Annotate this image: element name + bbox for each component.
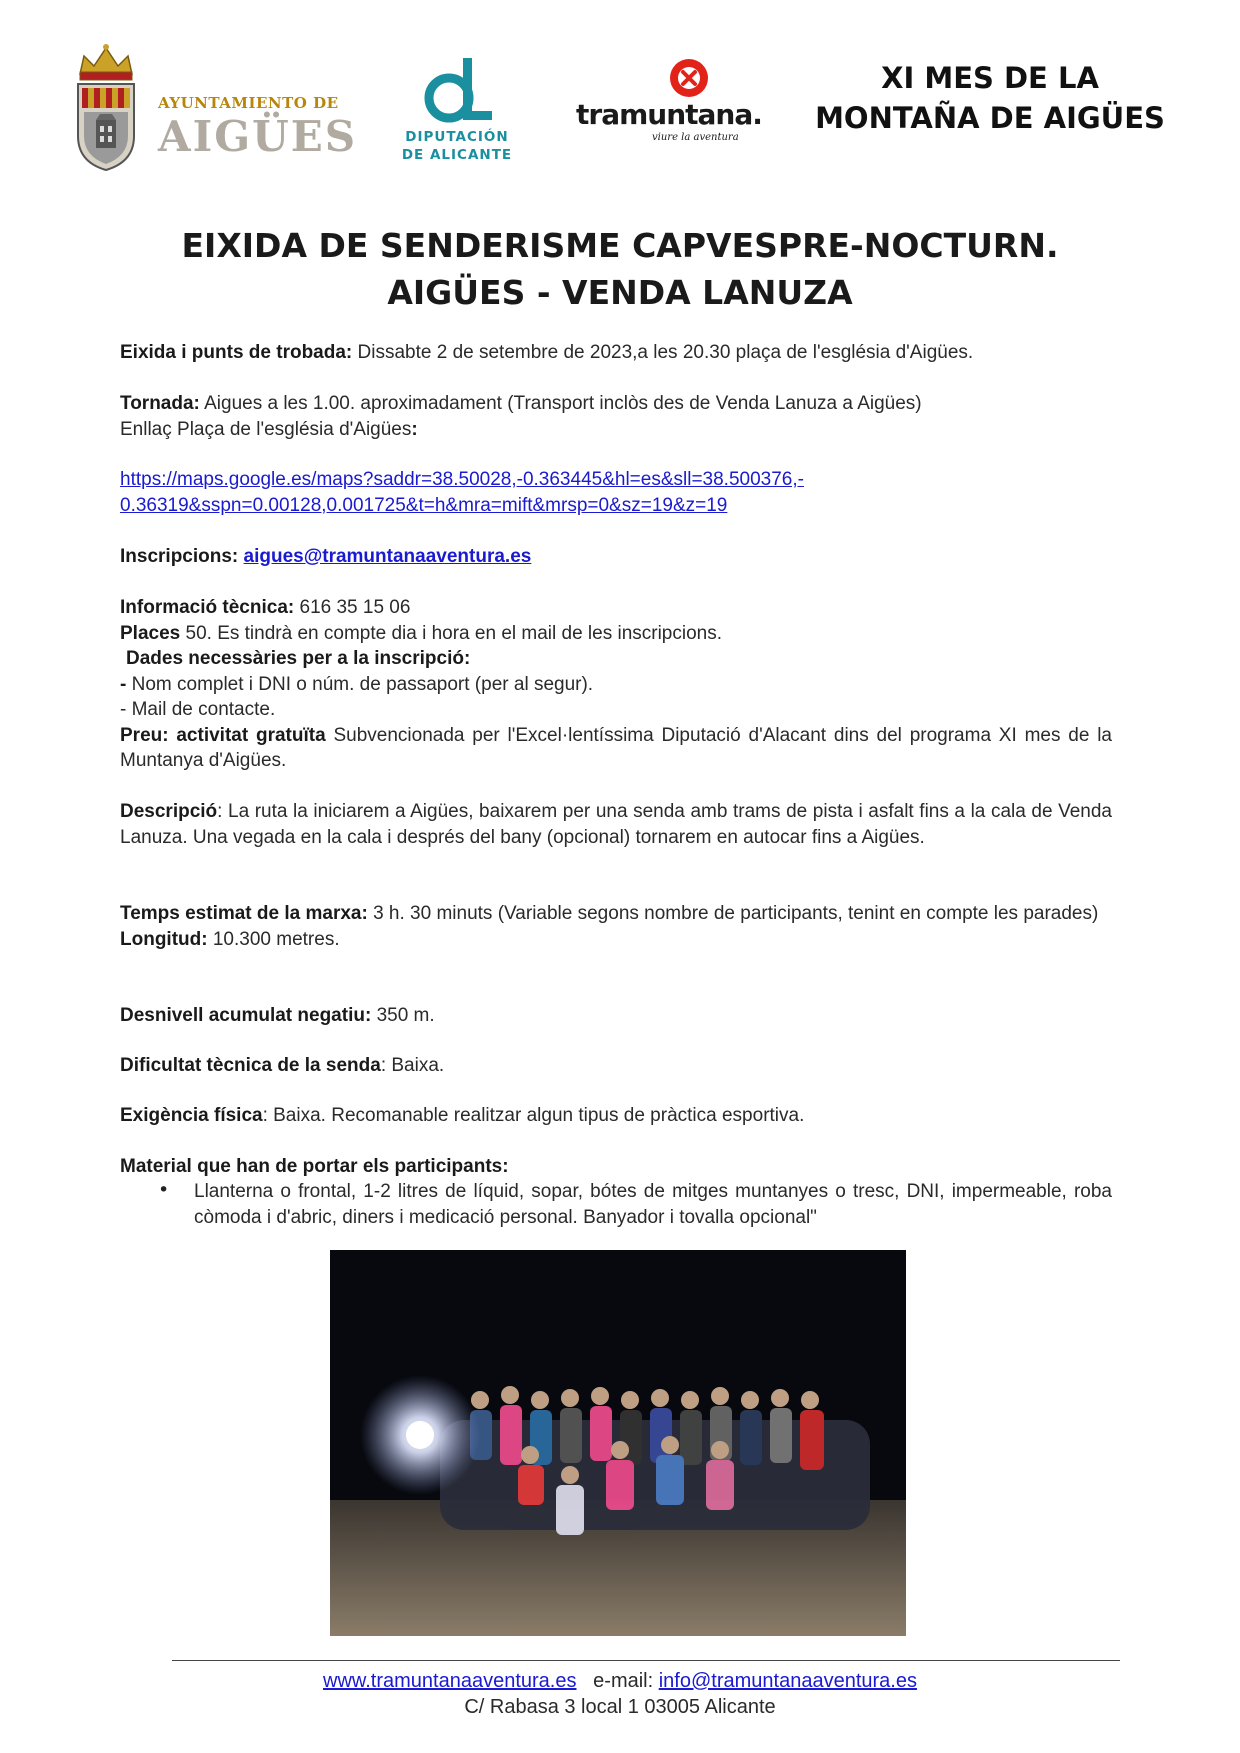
return-paragraph bbox=[120, 391, 1112, 442]
temps-label: Temps estimat de la marxa: bbox=[120, 903, 368, 924]
elevation-paragraph bbox=[120, 1003, 1112, 1029]
temps-value: 3 h. 30 minuts (Variable segons nombre de participants, tenint en compte les parades) bbox=[367, 903, 1099, 924]
info-label: Informació tècnica: bbox=[120, 597, 295, 618]
inscriptions-paragraph bbox=[120, 544, 1112, 570]
header-title bbox=[800, 58, 1180, 138]
meeting-point-paragraph bbox=[120, 340, 1112, 366]
eixida-value: Dissabte 2 de setembre de 2023,a les 20.30 plaça de l'església d'Aigües. bbox=[352, 342, 974, 363]
maps-link-line1: https://maps.google.es/maps?saddr=38.50028,-0.363445&hl=es&sll=38.500376,- bbox=[120, 469, 804, 490]
diputacion-line2: DE ALICANTE bbox=[401, 147, 513, 163]
dades-item1-dash: - bbox=[120, 673, 132, 695]
tramuntana-tagline: viure la aventura bbox=[652, 132, 739, 143]
header-title-line1: XI MES DE LA bbox=[881, 61, 1099, 95]
tramuntana-wordmark: tramuntana. bbox=[576, 98, 762, 131]
footer-email-link[interactable]: info@tramuntanaaventura.es bbox=[658, 1670, 917, 1692]
tramuntana-logo bbox=[574, 56, 762, 146]
coat-of-arms-icon bbox=[72, 40, 140, 172]
longitud-label: Longitud: bbox=[120, 928, 208, 950]
dades-item1: Nom complet i DNI o núm. de passaport (per al segur). bbox=[131, 673, 594, 695]
material-list-item bbox=[120, 1179, 1112, 1259]
places-label: Places bbox=[120, 622, 181, 644]
exigencia-value: : Baixa. Recomanable realitzar algun tipus de pràctica esportiva. bbox=[262, 1105, 805, 1126]
diputacion-mark-icon bbox=[417, 54, 497, 124]
ayuntamiento-aigues-logo bbox=[72, 40, 358, 178]
technical-info-block bbox=[120, 595, 1112, 774]
descripcio-label: Descripció bbox=[120, 801, 218, 822]
exigencia-label: Exigència física bbox=[120, 1105, 263, 1126]
dades-label: Dades necessàries per a la inscripció: bbox=[126, 648, 471, 669]
page-title-line2: AIGÜES - VENDA LANUZA bbox=[387, 273, 853, 312]
footer-website-link[interactable]: www.tramuntanaaventura.es bbox=[323, 1670, 577, 1692]
group-night-photo bbox=[330, 1250, 906, 1636]
tornada-label: Tornada: bbox=[120, 393, 200, 414]
desnivell-label: Desnivell acumulat negatiu: bbox=[120, 1005, 372, 1026]
hikers-group-photo-image bbox=[330, 1250, 906, 1636]
preu-value: Subvencionada per l'Excel·lentíssima Diputació d'Alacant dins del programa XI mes de la Muntanya d'Aigües. bbox=[120, 724, 1112, 771]
info-value: 616 35 15 06 bbox=[294, 597, 411, 618]
physical-demand-paragraph bbox=[120, 1103, 1112, 1129]
description-paragraph bbox=[120, 799, 1112, 850]
maps-link-paragraph bbox=[120, 467, 1112, 518]
eixida-label: Eixida i punts de trobada: bbox=[120, 342, 353, 363]
footer-address: C/ Rabasa 3 local 1 03005 Alicante bbox=[464, 1696, 776, 1718]
dificultat-label: Dificultat tècnica de la senda bbox=[120, 1055, 381, 1076]
dificultat-value: : Baixa. bbox=[380, 1055, 445, 1076]
dades-item2: - Mail de contacte. bbox=[120, 699, 276, 720]
longitud-value: 10.300 metres. bbox=[207, 928, 340, 950]
bullet-icon: • bbox=[158, 1179, 170, 1201]
duration-paragraph bbox=[120, 901, 1112, 952]
enllac-colon: : bbox=[411, 418, 418, 440]
enllac-text: Enllaç Plaça de l'església d'Aigües bbox=[120, 418, 412, 440]
places-value: 50. Es tindrà en compte dia i hora en el mail de les inscripcions. bbox=[180, 622, 723, 644]
maps-link[interactable] bbox=[120, 469, 804, 516]
footer-divider bbox=[172, 1660, 1120, 1661]
desnivell-value: 350 m. bbox=[371, 1005, 435, 1026]
footer-contact-line bbox=[120, 1668, 1120, 1694]
footer-email-label: e-mail: bbox=[576, 1670, 659, 1692]
tornada-value: Aigues a les 1.00. aproximadament (Transport inclòs des de Venda Lanuza a Aigües) bbox=[199, 393, 922, 414]
inscripcions-label: Inscripcions: bbox=[120, 546, 244, 567]
aigues-text: AIGÜES bbox=[158, 112, 358, 161]
descripcio-value: : La ruta la iniciarem a Aigües, baixarem per una senda amb trams de pista i asfalt fins a la cala de Venda Lanuza. Una vegada en la cala i després del bany (opcional) tornarem en autocar fins a Aigües. bbox=[120, 801, 1112, 848]
difficulty-paragraph bbox=[120, 1053, 1112, 1079]
page-title bbox=[120, 222, 1120, 316]
diputacion-alicante-logo bbox=[394, 54, 520, 180]
preu-label: Preu: activitat gratuïta bbox=[120, 724, 326, 746]
material-label: Material que han de portar els participants: bbox=[120, 1156, 509, 1177]
inscriptions-email-link[interactable]: aigues@tramuntanaaventura.es bbox=[243, 546, 532, 567]
ayuntamiento-text: AYUNTAMIENTO DE bbox=[158, 94, 339, 112]
page-title-line1: EIXIDA DE SENDERISME CAPVESPRE-NOCTURN. bbox=[181, 226, 1059, 265]
maps-link-line2: 0.36319&sspn=0.00128,0.001725&t=h&mra=mift&mrsp=0&sz=19&z=19 bbox=[120, 494, 728, 516]
material-item-text: Llanterna o frontal, 1-2 litres de líquid, sopar, bótes de mitges muntanyes o tresc, DNI, impermeable, roba còmoda i d'abric, diners i medicació personal. Banyador i tovalla opcional" bbox=[194, 1181, 1112, 1228]
diputacion-line1: DIPUTACIÓN bbox=[405, 129, 509, 145]
material-heading-paragraph bbox=[120, 1154, 1112, 1180]
tramuntana-compass-icon bbox=[666, 56, 712, 100]
header-title-line2: MONTAÑA DE AIGÜES bbox=[815, 101, 1165, 135]
